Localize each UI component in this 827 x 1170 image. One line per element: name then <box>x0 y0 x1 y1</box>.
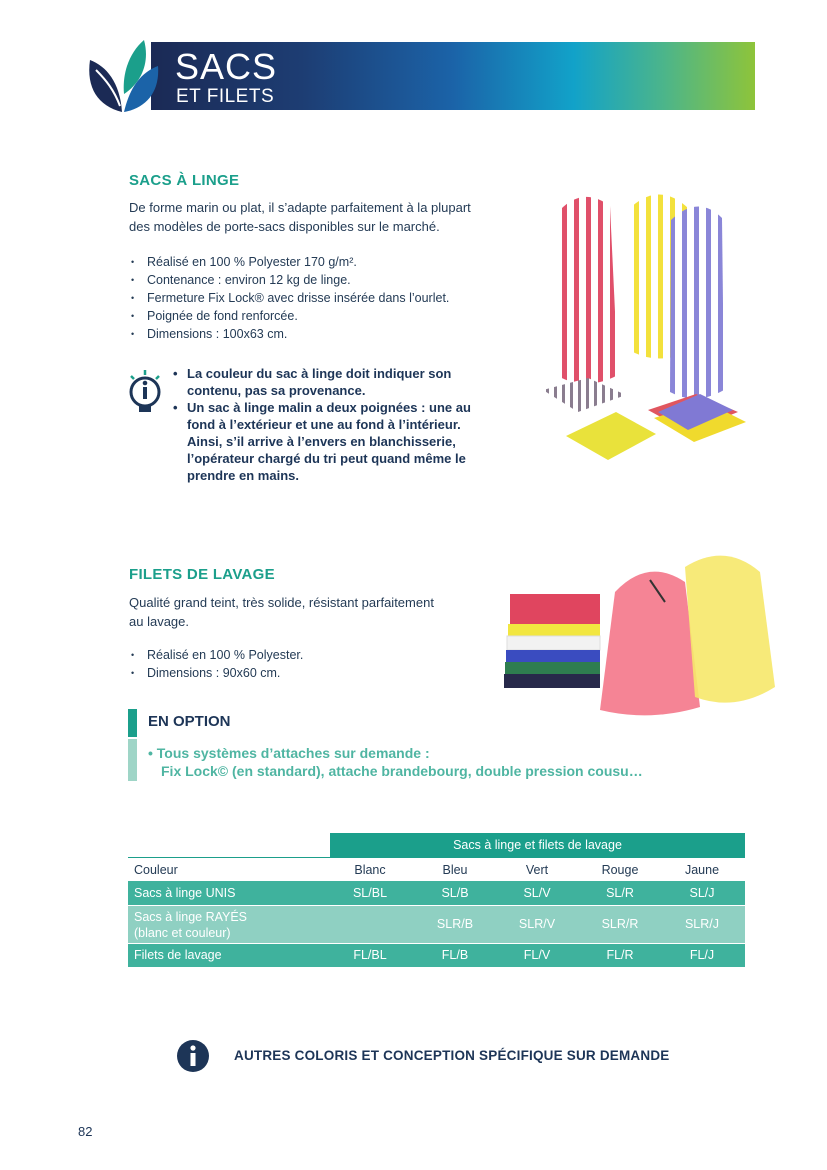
info-icon <box>176 1039 210 1073</box>
table-cell: FL/V <box>523 948 551 962</box>
tip-line: fond à l’extérieur et une au fond à l’intérieur. <box>187 417 461 432</box>
table-row-label: Sacs à linge UNIS <box>134 886 236 900</box>
tip-line: • La couleur du sac à linge doit indiquer son <box>187 366 452 381</box>
tip-line: Ainsi, s’il arrive à l’envers en blanchisserie, <box>187 434 456 449</box>
table-row-label-line: Sacs à linge RAYÉS <box>134 910 248 924</box>
table-cell: SL/J <box>689 886 715 900</box>
table-cell: SLR/R <box>601 917 639 931</box>
tip-line: contenu, pas sa provenance. <box>187 383 366 398</box>
column-header: Rouge <box>601 863 639 877</box>
tip-line: prendre en mains. <box>187 468 299 483</box>
table-row <box>128 906 745 943</box>
table-cell: SLR/B <box>436 917 474 931</box>
table-cell: FL/J <box>689 948 715 962</box>
column-header: Blanc <box>354 863 386 877</box>
sacs-intro-line: des modèles de porte-sacs disponibles sur le marché. <box>129 219 440 234</box>
table-cell: SL/V <box>523 886 551 900</box>
table-cell: SL/BL <box>352 886 388 900</box>
list-item: • Poignée de fond renforcée. <box>129 307 449 325</box>
lightbulb-info-icon <box>125 368 165 418</box>
table-group-header: Sacs à linge et filets de lavage <box>330 833 745 857</box>
mesh-nets-photo <box>500 552 780 722</box>
table-cell: FL/B <box>441 948 469 962</box>
option-title: EN OPTION <box>148 713 231 730</box>
table-row-label: Couleur <box>134 863 178 877</box>
section-title-sacs: SACS À LINGE <box>129 172 240 189</box>
filets-intro-line: au lavage. <box>129 614 189 629</box>
table-row-label: Filets de lavage <box>134 948 222 962</box>
sacs-bullets <box>129 253 449 343</box>
option-line: Fix Lock© (en standard), attache brandebourg, double pression cousu… <box>161 763 643 779</box>
table-divider <box>128 857 745 858</box>
tips-list <box>171 365 521 484</box>
list-item: • Réalisé en 100 % Polyester 170 g/m². <box>129 253 449 271</box>
table-cell: SL/R <box>606 886 634 900</box>
page-title: SACS <box>175 46 278 87</box>
tip-item <box>171 399 521 484</box>
leaf-logo-icon <box>84 36 160 114</box>
table-cell: SL/B <box>441 886 469 900</box>
list-item: • Réalisé en 100 % Polyester. <box>129 646 303 664</box>
table-row-label-line: (blanc et couleur) <box>134 926 231 940</box>
option-accent-bar-light <box>128 739 137 781</box>
list-item: • Fermeture Fix Lock® avec drisse insérée dans l’ourlet. <box>129 289 449 307</box>
page-number: 82 <box>78 1124 93 1139</box>
tip-item <box>171 365 521 399</box>
table-cell: FL/R <box>606 948 634 962</box>
list-item: • Dimensions : 90x60 cm. <box>129 664 303 682</box>
option-accent-bar <box>128 709 137 737</box>
table-row <box>128 881 745 905</box>
footer-note: AUTRES COLORIS ET CONCEPTION SPÉCIFIQUE SUR DEMANDE <box>234 1048 670 1063</box>
page-subtitle: ET FILETS <box>176 86 275 107</box>
table-cell: FL/BL <box>353 948 387 962</box>
table-cell: SLR/V <box>518 917 556 931</box>
column-header: Vert <box>525 863 549 877</box>
column-header: Bleu <box>442 863 468 877</box>
filets-intro-line: Qualité grand teint, très solide, résistant parfaitement <box>129 595 434 610</box>
table-row-label <box>134 909 247 941</box>
option-line: • Tous systèmes d’attaches sur demande : <box>148 745 430 761</box>
list-item: • Contenance : environ 12 kg de linge. <box>129 271 449 289</box>
laundry-bags-photo <box>538 180 768 470</box>
filets-intro <box>129 593 434 631</box>
table-header-row <box>128 860 745 880</box>
column-header: Jaune <box>684 863 720 877</box>
tip-line: l’opérateur chargé du tri peut quand même le <box>187 451 466 466</box>
tip-line: • Un sac à linge malin a deux poignées : une au <box>187 400 471 415</box>
section-title-filets: FILETS DE LAVAGE <box>129 566 275 583</box>
sacs-intro-line: De forme marin ou plat, il s’adapte parfaitement à la plupart <box>129 200 471 215</box>
option-text <box>148 744 643 780</box>
sacs-intro <box>129 198 471 236</box>
filets-bullets <box>129 646 303 682</box>
table-cell: SLR/J <box>684 917 720 931</box>
table-row <box>128 944 745 967</box>
list-item: • Dimensions : 100x63 cm. <box>129 325 449 343</box>
